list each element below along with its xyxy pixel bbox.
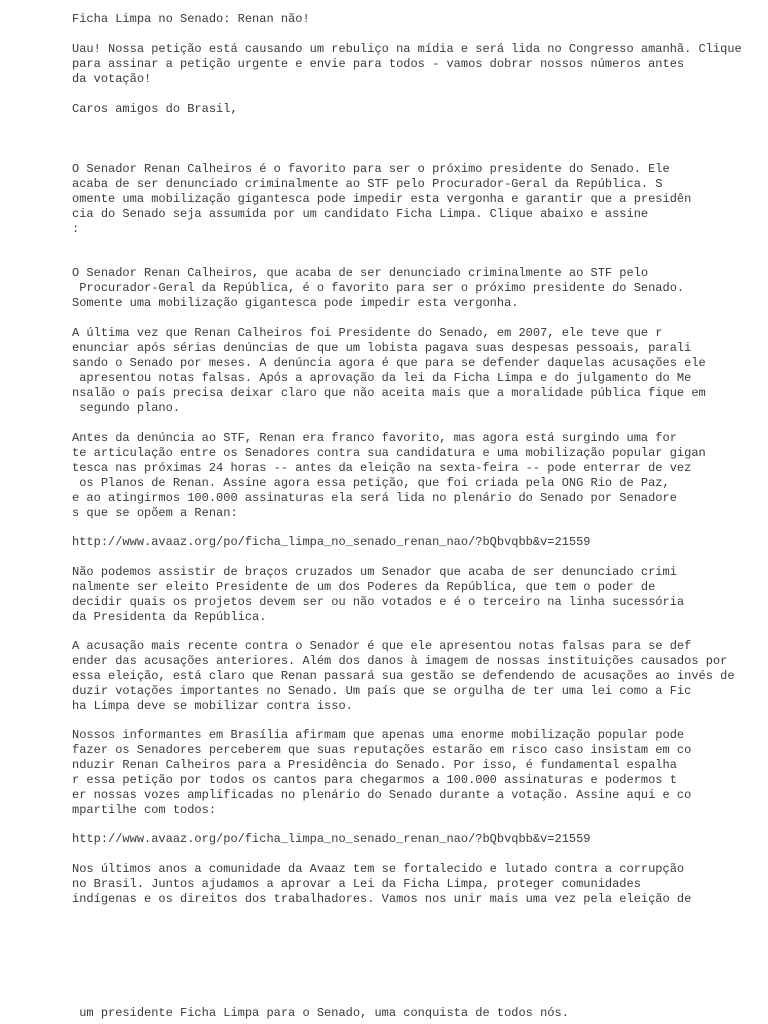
text-line: s que se opõem a Renan: [0, 506, 238, 520]
text-line: essa eleição, está claro que Renan passará sua gestão se defendendo de acusações ao invés de [0, 669, 735, 683]
text-line: acaba de ser denunciado criminalmente ao STF pelo Procurador-Geral da República. S [0, 177, 663, 191]
text-line: decidir quais os projetos devem ser ou não votados e é o terceiro na linha sucessória [0, 595, 685, 609]
text-line: mpartilhe com todos: [0, 803, 217, 817]
text-line: Procurador-Geral da República, é o favorito para ser o próximo presidente do Senado. [0, 281, 685, 295]
text-line: indígenas e os direitos dos trabalhadores. Vamos nos unir mais uma vez pela eleição de [0, 892, 692, 906]
text-line: O Senador Renan Calheiros, que acaba de ser denunciado criminalmente ao STF pelo [0, 266, 649, 280]
text-line: um presidente Ficha Limpa para o Senado, uma conquista de todos nós. [0, 1006, 569, 1020]
text-line: omente uma mobilização gigantesca pode impedir esta vergonha e garantir que a presidên [0, 192, 692, 206]
text-line: apresentou notas falsas. Após a aprovação da lei da Ficha Limpa e do julgamento do Me [0, 371, 692, 385]
text-line: duzir votações importantes no Senado. Um país que se orgulha de ter uma lei como a Fic [0, 684, 692, 698]
text-line: cia do Senado seja assumida por um candidato Ficha Limpa. Clique abaixo e assine [0, 207, 649, 221]
petition-link: http://www.avaaz.org/po/ficha_limpa_no_senado_renan_nao/?bQbvqbb&v=21559 [0, 832, 591, 846]
doc-title: Ficha Limpa no Senado: Renan não! [0, 12, 310, 26]
text-line: A acusação mais recente contra o Senador é que ele apresentou notas falsas para se def [0, 639, 692, 653]
text-line: da Presidenta da República. [0, 610, 267, 624]
text-line: os Planos de Renan. Assine agora essa petição, que foi criada pela ONG Rio de Paz, [0, 476, 670, 490]
text-line: da votação! [0, 72, 152, 86]
text-line: nsalão o país precisa deixar claro que não aceita mais que a moralidade pública fique em [0, 386, 706, 400]
text-line: Uau! Nossa petição está causando um rebuliço na mídia e será lida no Congresso amanhã. Clique [0, 42, 742, 56]
text-line: no Brasil. Juntos ajudamos a aprovar a Lei da Ficha Limpa, proteger comunidades [0, 877, 641, 891]
petition-link: http://www.avaaz.org/po/ficha_limpa_no_senado_renan_nao/?bQbvqbb&v=21559 [0, 535, 591, 549]
text-line: A última vez que Renan Calheiros foi Presidente do Senado, em 2007, ele teve que r [0, 326, 663, 340]
text-line: para assinar a petição urgente e envie para todos - vamos dobrar nossos números antes [0, 57, 685, 71]
text-line: O Senador Renan Calheiros é o favorito para ser o próximo presidente do Senado. Ele [0, 162, 670, 176]
text-line: : [0, 222, 80, 236]
text-line: Não podemos assistir de braços cruzados um Senador que acaba de ser denunciado crimi [0, 565, 677, 579]
text-line: tesca nas próximas 24 horas -- antes da eleição na sexta-feira -- pode enterrar de vez [0, 461, 692, 475]
text-line: nduzir Renan Calheiros para a Presidência do Senado. Por isso, é fundamental espalha [0, 758, 677, 772]
text-line: te articulação entre os Senadores contra sua candidatura e uma mobilização popular gigan [0, 446, 706, 460]
text-line: sando o Senado por meses. A denúncia agora é que para se defender daquelas acusações ele [0, 356, 706, 370]
text-line: enunciar após sérias denúncias de que um lobista pagava suas despesas pessoais, parali [0, 341, 692, 355]
text-line: Nos últimos anos a comunidade da Avaaz tem se fortalecido e lutado contra a corrupção [0, 862, 685, 876]
text-line: ha Limpa deve se mobilizar contra isso. [0, 699, 353, 713]
text-line: er nossas vozes amplificadas no plenário do Senado durante a votação. Assine aqui e co [0, 788, 692, 802]
text-line: ender das acusações anteriores. Além dos danos à imagem de nossas instituições causados por [0, 654, 728, 668]
text-line: e ao atingirmos 100.000 assinaturas ela será lida no plenário do Senado por Senadore [0, 491, 677, 505]
text-line: nalmente ser eleito Presidente de um dos Poderes da República, que tem o poder de [0, 580, 656, 594]
text-line: fazer os Senadores perceberem que suas reputações estarão em risco caso insistam em co [0, 743, 692, 757]
text-line: Antes da denúncia ao STF, Renan era franco favorito, mas agora está surgindo uma for [0, 431, 677, 445]
text-line: r essa petição por todos os cantos para chegarmos a 100.000 assinaturas e podermos t [0, 773, 677, 787]
text-line: segundo plano. [0, 401, 181, 415]
text-line: Nossos informantes em Brasília afirmam que apenas uma enorme mobilização popular pode [0, 728, 685, 742]
salutation: Caros amigos do Brasil, [0, 102, 238, 116]
text-line: Somente uma mobilização gigantesca pode impedir esta vergonha. [0, 296, 519, 310]
